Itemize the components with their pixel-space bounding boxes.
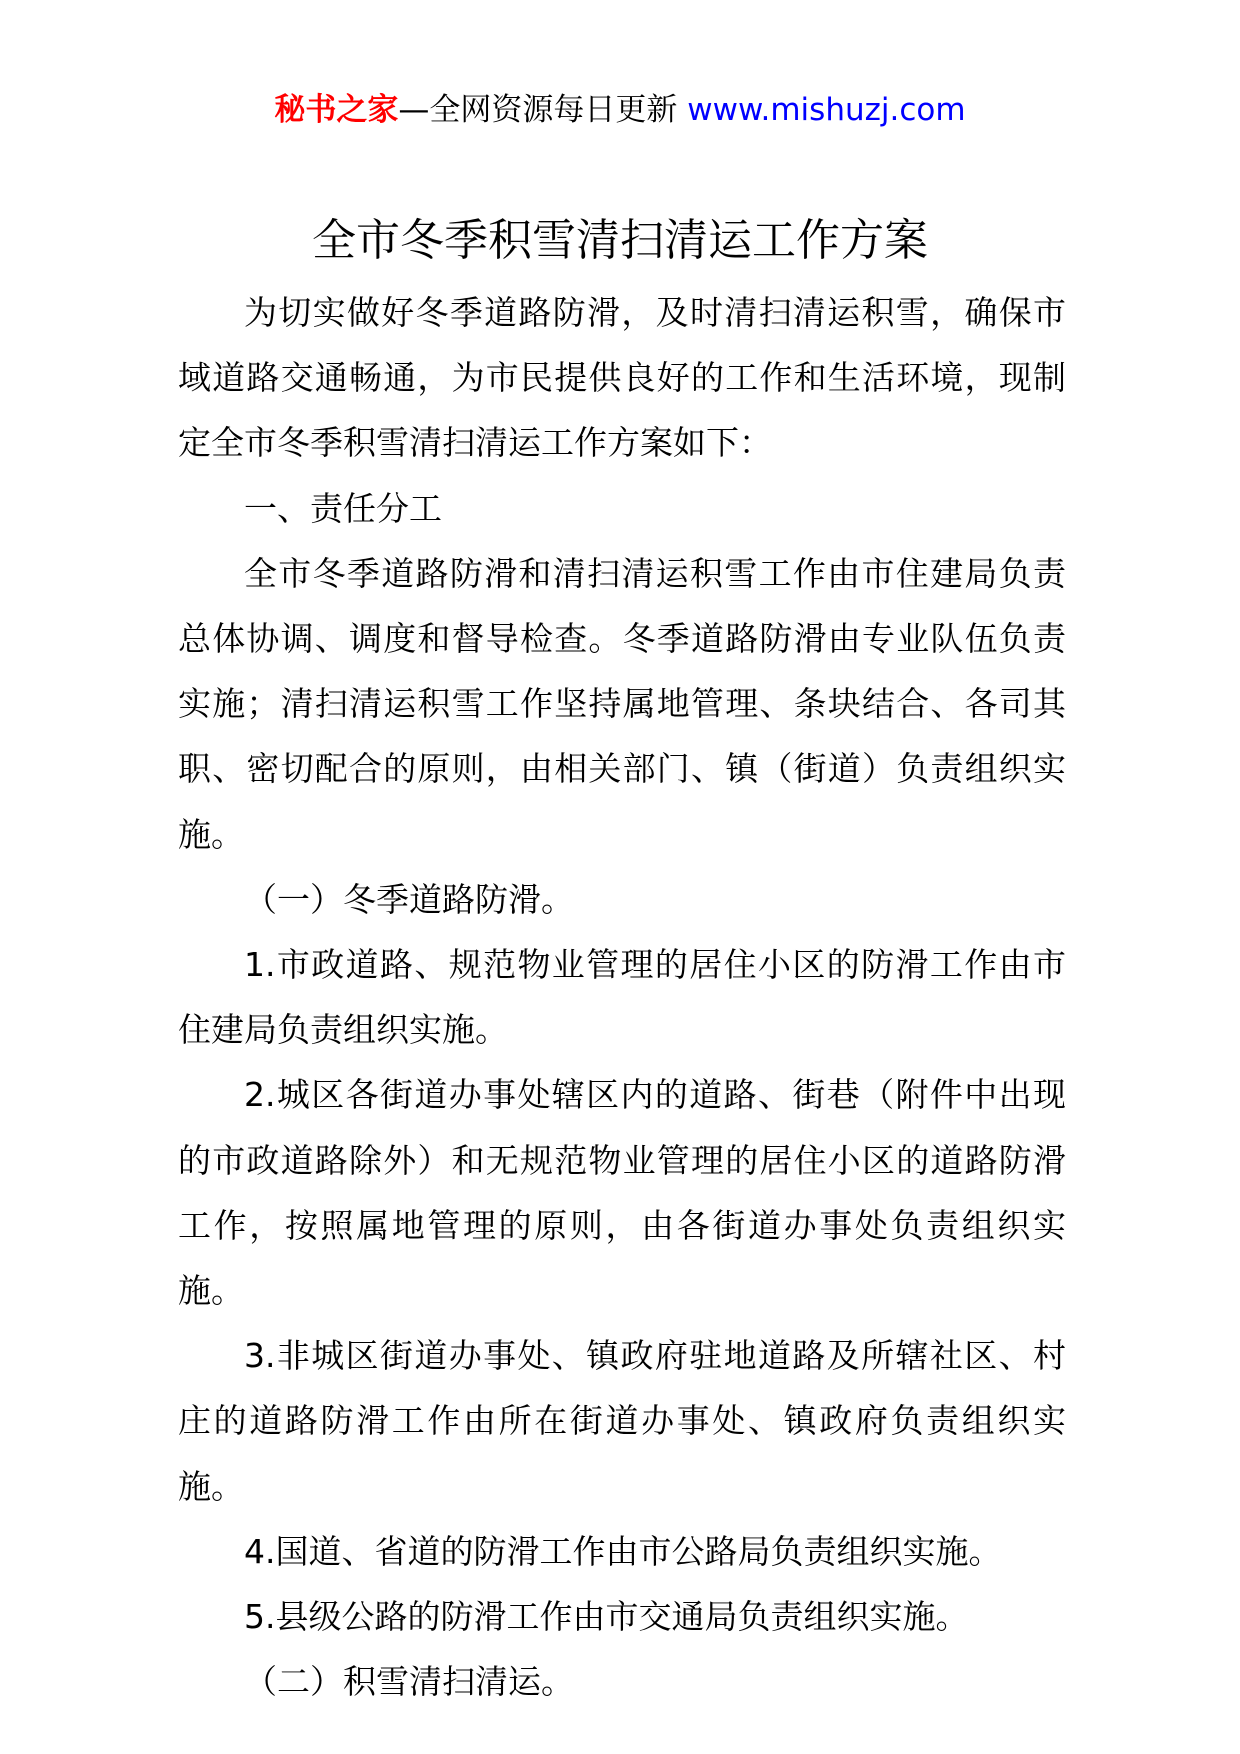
intro-paragraph: 为切实做好冬季道路防滑，及时清扫清运积雪，确保市域道路交通畅通，为市民提供良好的工作和生活环境，现制定全市冬季积雪清扫清运工作方案如下： xyxy=(178,293,1066,463)
responsibility-paragraph: 全市冬季道路防滑和清扫清运积雪工作由市住建局负责总体协调、调度和督导检查。冬季道路防滑由专业队伍负责实施；清扫清运积雪工作坚持属地管理、条块结合、各司其职、密切配合的原则，由相关部门、镇（街道）负责组织实施。 xyxy=(178,553,1066,854)
section-heading-responsibility: 一、责任分工 xyxy=(244,488,442,528)
document-body xyxy=(178,280,1066,1714)
site-header xyxy=(0,90,1240,130)
list-item: 3.非城区街道办事处、镇政府驻地道路及所辖社区、村庄的道路防滑工作由所在街道办事处、镇政府负责组织实施。 xyxy=(178,1336,1066,1506)
list-item: 4.国道、省道的防滑工作由市公路局负责组织实施。 xyxy=(244,1531,1002,1571)
site-url-link[interactable]: www.mishuzj.com xyxy=(687,92,966,128)
list-item: 1.市政道路、规范物业管理的居住小区的防滑工作由市住建局负责组织实施。 xyxy=(178,945,1066,1050)
header-tagline: —全网资源每日更新 xyxy=(398,92,678,128)
list-item: 2.城区各街道办事处辖区内的道路、街巷（附件中出现的市政道路除外）和无规范物业管理的居住小区的道路防滑工作，按照属地管理的原则，由各街道办事处负责组织实施。 xyxy=(178,1075,1066,1311)
subsection-heading-snow-removal: （二）积雪清扫清运。 xyxy=(244,1662,574,1702)
subsection-heading-antiskid: （一）冬季道路防滑。 xyxy=(244,879,574,919)
document-title: 全市冬季积雪清扫清运工作方案 xyxy=(312,215,928,266)
list-item: 5.县级公路的防滑工作由市交通局负责组织实施。 xyxy=(244,1597,969,1637)
brand-name: 秘书之家 xyxy=(274,92,399,128)
